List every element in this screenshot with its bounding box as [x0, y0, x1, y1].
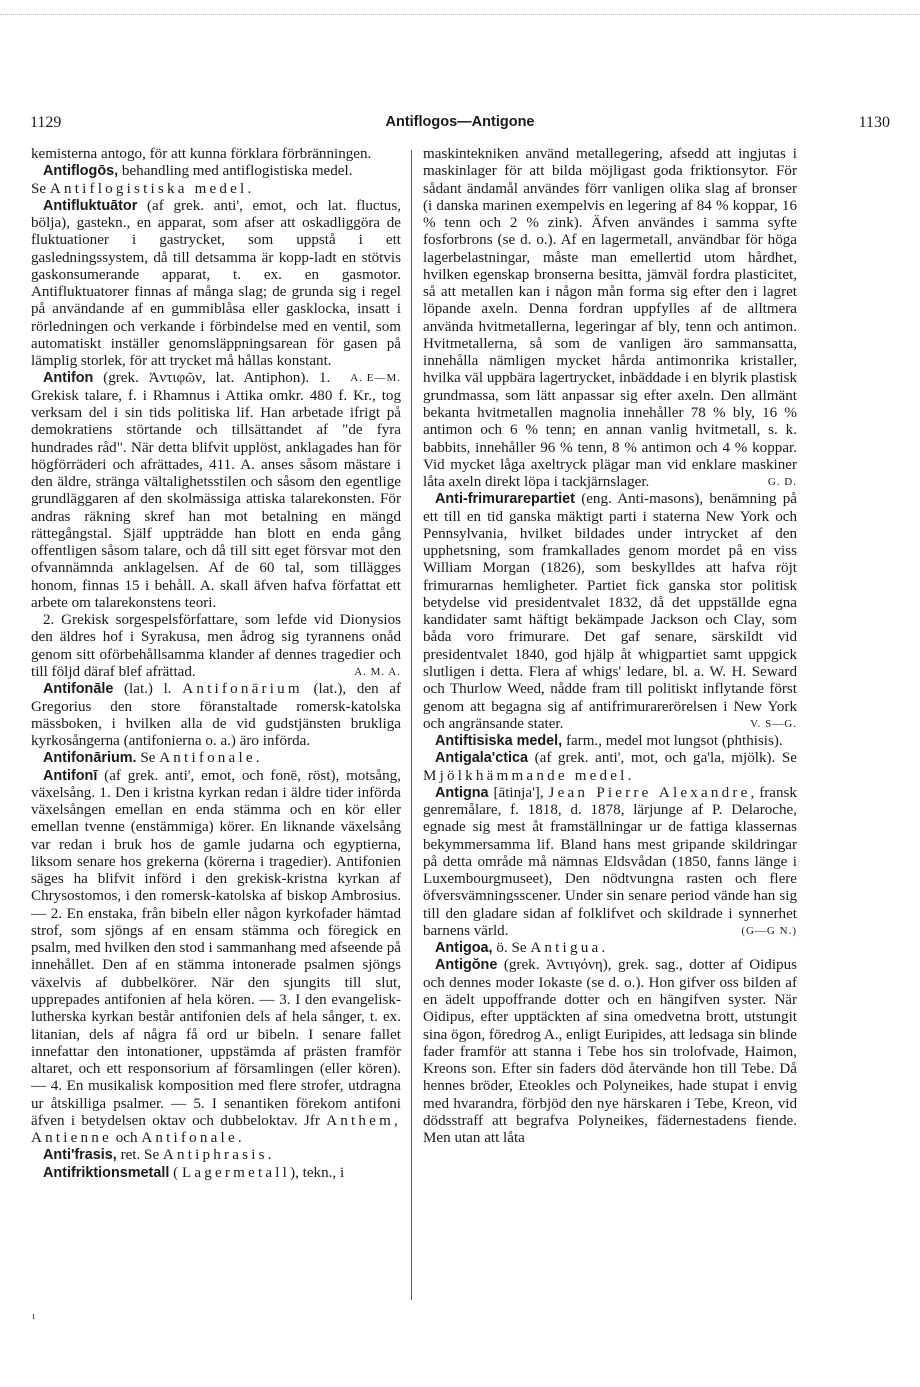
author-signature: A. E—M.: [350, 372, 401, 385]
dictionary-entry: [31, 163, 401, 180]
entry-text: farm., medel mot lungsot (phthisis).: [565, 733, 783, 750]
entry-crossref: Antifonale: [141, 1130, 238, 1147]
entry-headword: Antifonārium.: [43, 750, 137, 767]
dictionary-entry: [31, 181, 401, 198]
scan-edge-rule: [0, 14, 920, 15]
entry-text: Se: [140, 750, 156, 767]
dictionary-entry: [423, 491, 797, 733]
author-signature: G. D.: [767, 476, 797, 489]
entry-text: och: [115, 1130, 138, 1147]
page-number-right: 1130: [858, 114, 890, 131]
entry-text: (lat.), den af Gregorius den store föranstaltade romersk-katolska mässboken, i hvilken alla de vid gudstjänsten brukliga kyrkosångerna (antifonierna o. a.) äro införda.: [31, 681, 402, 750]
entry-text: .: [267, 1147, 272, 1164]
entry-crossref: Jean Pierre Alexandre: [548, 784, 751, 801]
entry-text: .: [247, 180, 252, 197]
author-signature: (G—G N.): [741, 924, 797, 937]
entry-text: (lat.) l.: [124, 681, 172, 698]
entry-text: (eng. Anti-masons), benämning på ett till en tid ganska mäktigt parti i staterna New York och Pennsylvania, hvilket bildades under intrycket af den upphetsning, som framkallades genom mordet på en viss William Morgan (1826), som beskylldes att hafva röjt frimurarnas hemligheter. Partiet fick ganska stor politisk betydelse vid presidentvalet 1832, då det uppställde egna kandidater samt häftigt bekämpade Jackson och Clay, som båda voro frimurare. Det gaf senare, särskildt vid presidentvalet 1840, god hjälp åt whigpartiet samt uppgick slutligen i detta. Flera af whigs' ledare, bl. a. W. H. Seward och Thurlow Weed, nådde fram till politiskt inflytande först genom att begagna sig af antifrimurarerörelsen i New York och angränsande stater.: [423, 491, 797, 732]
entry-crossref: Lagermetall: [181, 1164, 291, 1181]
entry-crossref: Mjölkhämmande medel: [423, 767, 628, 784]
dictionary-entry: [31, 1147, 401, 1164]
entry-crossref: Antifonale: [159, 750, 256, 767]
entry-headword: Antifon: [43, 370, 94, 387]
entry-text: (af grek. anti', emot, och fonē, röst), motsång, växelsång. 1. Den i kristna kyrkan redan i äldre tider införda växelsången emellan en enda stämma och en kör eller emellan tvenne (enstämmiga) körer. En liknande växelsång var redan i bruk hos de gamle judarna och egyptierna, liksom senare hos grekerna (körerna i tragedier). Antifonien säges ha blifvit införd i den grekisk-kristna kyrkan af Chrysostomos, i den romersk-katolska af biskop Ambrosius. — 2. En enstaka, från bibeln eller någon kyrkofader hämtad strof, som sjöngs af en ensam stämma och föregick en psalm, med hvilken den stod i sammanhang med afseende på innehållet. Den af en stämma intonerade psalmen sjöngs växelvis af dubbelkörer. När den sjungits till slut, upprepades antifonien af hela kören. — 3. I den evangelisk-lutherska kyrkan består antifonien dels af hela sånger, t. ex. litanian, dels af några få ord ur bibeln. I senare fallet innefattar den intonationer, uppstämda af prästen framför altaret, och ett responsorium af församlingen (eller kören). — 4. En musikalisk komposition med flere strofer, utdragna ur åtskilliga psalmer. — 5. I senantiken förekom antifoni äfven i betydelsen oktav och dubbeloktav. Jfr: [31, 767, 401, 1129]
dictionary-entry: [31, 1165, 401, 1182]
page-header: [30, 114, 890, 138]
entry-text: .: [255, 750, 260, 767]
dictionary-entry: [423, 733, 797, 750]
entry-text: (af grek. anti', emot, och lat. fluctus, bölja), gastekn., en apparat, som afser att oskadliggöra de fluktuationer i gastrycket, som uppstå i ett gasledningssystem, då till detsamma är kopp-ladt en stötvis gaskonsumerande apparat, t. ex. en gasmotor. Antifluktuatorer finnas af många slag; de grunda sig i regel på användande af en gummiblåsa eller gasklocka, insatt i rörledningen och verkande i förbindelse med en ventil, som automatiskt inställer genomsläppningsarean för gasen på lämplig storlek, för att trycket må hållas konstant.: [31, 197, 401, 370]
entry-text: ret. Se: [120, 1147, 160, 1164]
entry-headword: Antifluktuātor: [43, 197, 138, 214]
author-signature: V. S—G.: [750, 717, 797, 730]
entry-text: .: [601, 940, 606, 957]
entry-headword: Antigna: [435, 784, 489, 801]
entry-crossref: Antiphrasis: [162, 1147, 268, 1164]
entry-text: ö. Se: [496, 940, 527, 957]
column-divider: [411, 150, 412, 1300]
running-title: Antiflogos—Antigone: [385, 114, 535, 130]
dictionary-entry: [423, 785, 797, 940]
entry-headword: Antifriktionsmetall: [43, 1164, 170, 1181]
entry-text: maskintekniken använd metallegering, afsedd att ingjutas i maskinlager för att bilda möjligast goda friktionsytor. För sådant ändamål användes förr vanligen olika slag af bronser (i danska marinen exempelvis en legering af 84 % koppar, 16 % tenn och 2 % zink). Äfven användes i samma syfte fosforbrons (se d. o.). Af en lagermetall, användbar för höga lagerbelastningar, måste man emellertid utom hårdhet, hvilken egenskap bronserna besitta, jämväl fordra plasticitet, så att metallen kan i någon mån forma sig efter den i lagret löpande axeln. Denna fordran uppfylles af de alltmera använda hvitmetallerna, legeringar af bly, tenn och antimon. Hvitmetallerna, så som de vanligen äro sammansatta, innehålla nämligen mycket hårda antimonrika kristaller, hvilka väl uppbära lagertrycket, inbäddade i en blyrik plastisk grundmassa, som lätt anpassar sig efter axeln. Den allmänt bekanta hvitmetallen magnolia innehåller 78 % bly, 16 % antimon och 6 % tenn; en annan vanlig hvitmetall, s. k. babbits, innehåller 96 % tenn, 8 % antimon och 4 % koppar. Vid mycket låga axeltryck plägar man vid enklare maskiner låta axeln direkt löpa i tackjärnslager.: [423, 146, 797, 491]
right-column: [423, 146, 797, 1147]
entry-headword: Antigala'ctica: [435, 750, 528, 767]
entry-text: .: [627, 767, 632, 784]
entry-headword: Antiftisiska medel,: [435, 733, 563, 750]
dictionary-entry: [423, 750, 797, 785]
left-column: [31, 146, 401, 1182]
entry-text: behandling med antiflogistiska medel.: [121, 163, 353, 180]
entry-crossref: Antiflogistiska medel: [49, 180, 248, 197]
dictionary-entry: [31, 370, 401, 612]
entry-headword: Anti-frimurarepartiet: [435, 491, 575, 508]
entry-text: (grek. Ἀντιγόνη), grek. sag., dotter af Oidipus och dennes moder Iokaste (se d. o.). Hon gifver oss bilden af en ädelt uppoffrande dotter och en hängifven syster. När Oidipus, efter upptäckten af sina omedvetna brott, utstungit sina ögon, föredrog A., enligt Euripides, att ledsaga sin blinde fader framför att stanna i Tebe hos sin trolofvade, Haimon, Kreons son. Efter sin faders död återvände hon till Tebe. Då hennes bröder, Eteokles och Polyneikes, hade stupat i envig med hvarandra, förbjöd den nye härskaren i Tebe, Kreon, vid dödsstraff att begrafva Polyneikes, fädernestadens fiende. Men utan att låta: [423, 957, 797, 1147]
entry-text: ), tekn., i: [290, 1164, 345, 1181]
entry-text: [ātinja'],: [493, 784, 544, 801]
dictionary-entry: [423, 940, 797, 957]
entry-headword: Antifonāle: [43, 681, 114, 698]
author-signature: A. M. A.: [354, 665, 401, 678]
entry-crossref: Anthem, Antienne: [31, 1112, 401, 1147]
entry-text: (af grek. anti', mot, och ga'la, mjölk). Se: [534, 750, 797, 767]
entry-headword: Antifonī: [43, 767, 98, 784]
dictionary-entry: [31, 768, 401, 1148]
entry-crossref: Antigua: [530, 940, 602, 957]
entry-text: 2. Grekisk sorgespelsförfattare, som lefde vid Dionysios den äldres hof i Syrakusa, men ådrog sig tyrannens onåd genom sitt oförbehållsamma klander af dennes tragedier och till följd däraf blef afrättad.: [31, 612, 401, 680]
entry-headword: Anti'frasis,: [43, 1147, 117, 1164]
entry-text: Se: [31, 180, 47, 197]
margin-mark: ι: [32, 1310, 35, 1322]
dictionary-entry: [423, 957, 797, 1147]
entry-headword: Antiflogōs,: [43, 163, 119, 180]
entry-text: (: [173, 1164, 179, 1181]
dictionary-entry: [423, 146, 797, 491]
dictionary-entry: [31, 146, 401, 163]
entry-headword: Antigŏne: [435, 957, 498, 974]
entry-text: (grek. Ἀντιφῶν, lat. Antiphon). 1. Grekisk talare, f. i Rhamnus i Attika omkr. 480 f. Kr., tog verksam del i sin tids politiska lif. Han arbetade ifrigt på demokratiens störtande och tillsättandet af "de fyra hundrades råd". När detta blifvit upplöst, anklagades han för högförräderi och afrättades, 411. A. anses såsom mästare i den äldre, stränga vältalighetsstilen och såsom den egentlige grundläggaren af den skolmässiga attiska talarekonsten. För andras räkning skref han mot betalning en mängd rättegångstal. Själf uppträdde han blott en enda gång offentligen såsom talare, och då till sitt eget försvar mot den ofvannämnda anklagelsen. Af de 60 tal, som tillägges honom, finnas 15 i behåll. A. skall äfven hafva författat ett arbete om talarekonstens teori.: [31, 370, 401, 611]
entry-crossref: Antifonārium: [182, 681, 303, 698]
dictionary-entry: [31, 750, 401, 767]
entry-text: kemisterna antogo, för att kunna förklara förbränningen.: [31, 146, 372, 162]
page-number-left: 1129: [30, 114, 62, 131]
entry-text: .: [237, 1130, 242, 1147]
dictionary-entry: [31, 612, 401, 681]
dictionary-entry: [31, 681, 401, 750]
entry-text: , fransk genremålare, f. 1818, d. 1878, lärjunge af P. Delaroche, egnade sig mest åt framställningar ur de fattiga klassernas bekymmersamma lif. Bland hans mest gripande skildringar på detta område må nämnas Eldsvådan (1850, fanns länge i Luxembourgmuseet), Den nödtvungna rasten och flere öfversvämningsscener. Under sin senare period vände han sig till den gladare sidan af folklifvet och skildrade i synnerhet barnens värld.: [423, 784, 797, 939]
entry-headword: Antigoa,: [435, 940, 493, 957]
